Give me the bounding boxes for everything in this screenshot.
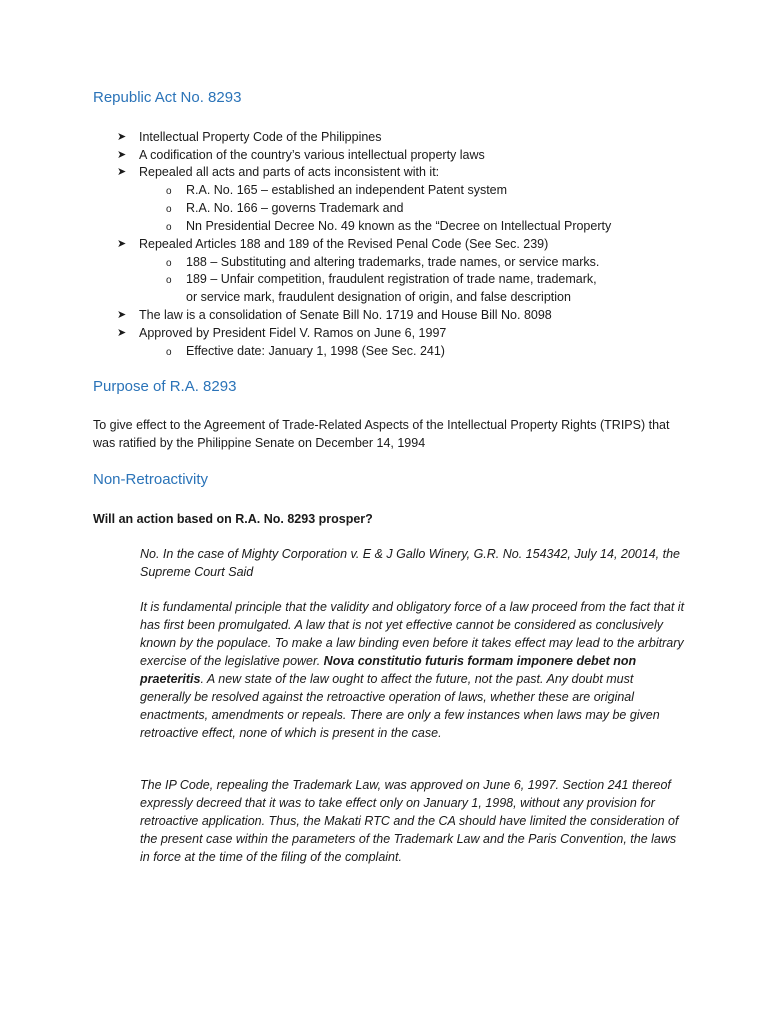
circle-bullet-icon: o: [166, 275, 172, 286]
list-item: R.A. No. 166 – governs Trademark and: [186, 201, 404, 215]
arrow-bullet-icon: ➤: [117, 238, 127, 250]
quote-text: . A new state of the law ought to affect the future, not the past. Any doubt must generally be resolved against the retroactive operation of laws, whether these are original enactments, amendments or repeals. There are only a few instances when laws may be given retroactive effect, none of which is present in the case.: [140, 672, 660, 740]
arrow-bullet-icon: ➤: [117, 166, 127, 178]
circle-bullet-icon: o: [166, 204, 172, 215]
circle-bullet-icon: o: [166, 347, 172, 358]
arrow-bullet-icon: ➤: [117, 149, 127, 161]
arrow-bullet-icon: ➤: [117, 309, 127, 321]
circle-bullet-icon: o: [166, 258, 172, 269]
arrow-bullet-icon: ➤: [117, 327, 127, 339]
list-item: 188 – Substituting and altering trademarks, trade names, or service marks.: [186, 255, 600, 269]
list-item: The law is a consolidation of Senate Bill No. 1719 and House Bill No. 8098: [139, 308, 552, 322]
latin-maxim: Nova constitutio futuris formam imponere debet non praeteritis: [140, 654, 637, 686]
list-item-continuation: or service mark, fraudulent designation of origin, and false description: [186, 290, 571, 304]
heading-non-retroactivity: Non-Retroactivity: [93, 471, 209, 488]
list-item: Approved by President Fidel V. Ramos on June 6, 1997: [139, 326, 447, 340]
quote-intro: No. In the case of Mighty Corporation v. E & J Gallo Winery, G.R. No. 154342, July 14, 20014, the Supreme Court Said: [140, 547, 680, 579]
list-item: Effective date: January 1, 1998 (See Sec. 241): [186, 344, 445, 358]
quote-paragraph-1: [140, 598, 685, 742]
list-item: A codification of the country’s various intellectual property laws: [139, 148, 485, 162]
quote-text: It is fundamental principle that the validity and obligatory force of a law proceed from the fact that it has first been promulgated. A law that is not yet effective cannot be considered as conclusively known by the populace. To make a law binding even before it takes effect may lead to the arbitrary exercise of the legislative power.: [140, 600, 685, 668]
purpose-paragraph: To give effect to the Agreement of Trade-Related Aspects of the Intellectual Property Rights (TRIPS) that was ratified by the Philippine Senate on December 14, 1994: [93, 418, 670, 450]
question-text: Will an action based on R.A. No. 8293 prosper?: [93, 512, 373, 526]
list-item: Intellectual Property Code of the Philippines: [139, 130, 382, 144]
list-item: 189 – Unfair competition, fraudulent registration of trade name, trademark,: [186, 272, 597, 286]
heading-purpose: Purpose of R.A. 8293: [93, 378, 237, 395]
quote-paragraph-2: The IP Code, repealing the Trademark Law, was approved on June 6, 1997. Section 241 thereof expressly decreed that it was to take effect only on January 1, 1998, without any provision for retroactive application. Thus, the Makati RTC and the CA should have limited the consideration of the present case within the parameters of the Trademark Law and the Paris Convention, the laws in force at the time of the filing of the complaint.: [140, 778, 679, 864]
circle-bullet-icon: o: [166, 186, 172, 197]
list-item: Nn Presidential Decree No. 49 known as the “Decree on Intellectual Property: [186, 219, 612, 233]
list-item: Repealed Articles 188 and 189 of the Revised Penal Code (See Sec. 239): [139, 237, 549, 251]
arrow-bullet-icon: ➤: [117, 131, 127, 143]
list-item: Repealed all acts and parts of acts inconsistent with it:: [139, 165, 440, 179]
heading-republic-act: Republic Act No. 8293: [93, 89, 242, 106]
circle-bullet-icon: o: [166, 222, 172, 233]
list-item: R.A. No. 165 – established an independent Patent system: [186, 183, 508, 197]
